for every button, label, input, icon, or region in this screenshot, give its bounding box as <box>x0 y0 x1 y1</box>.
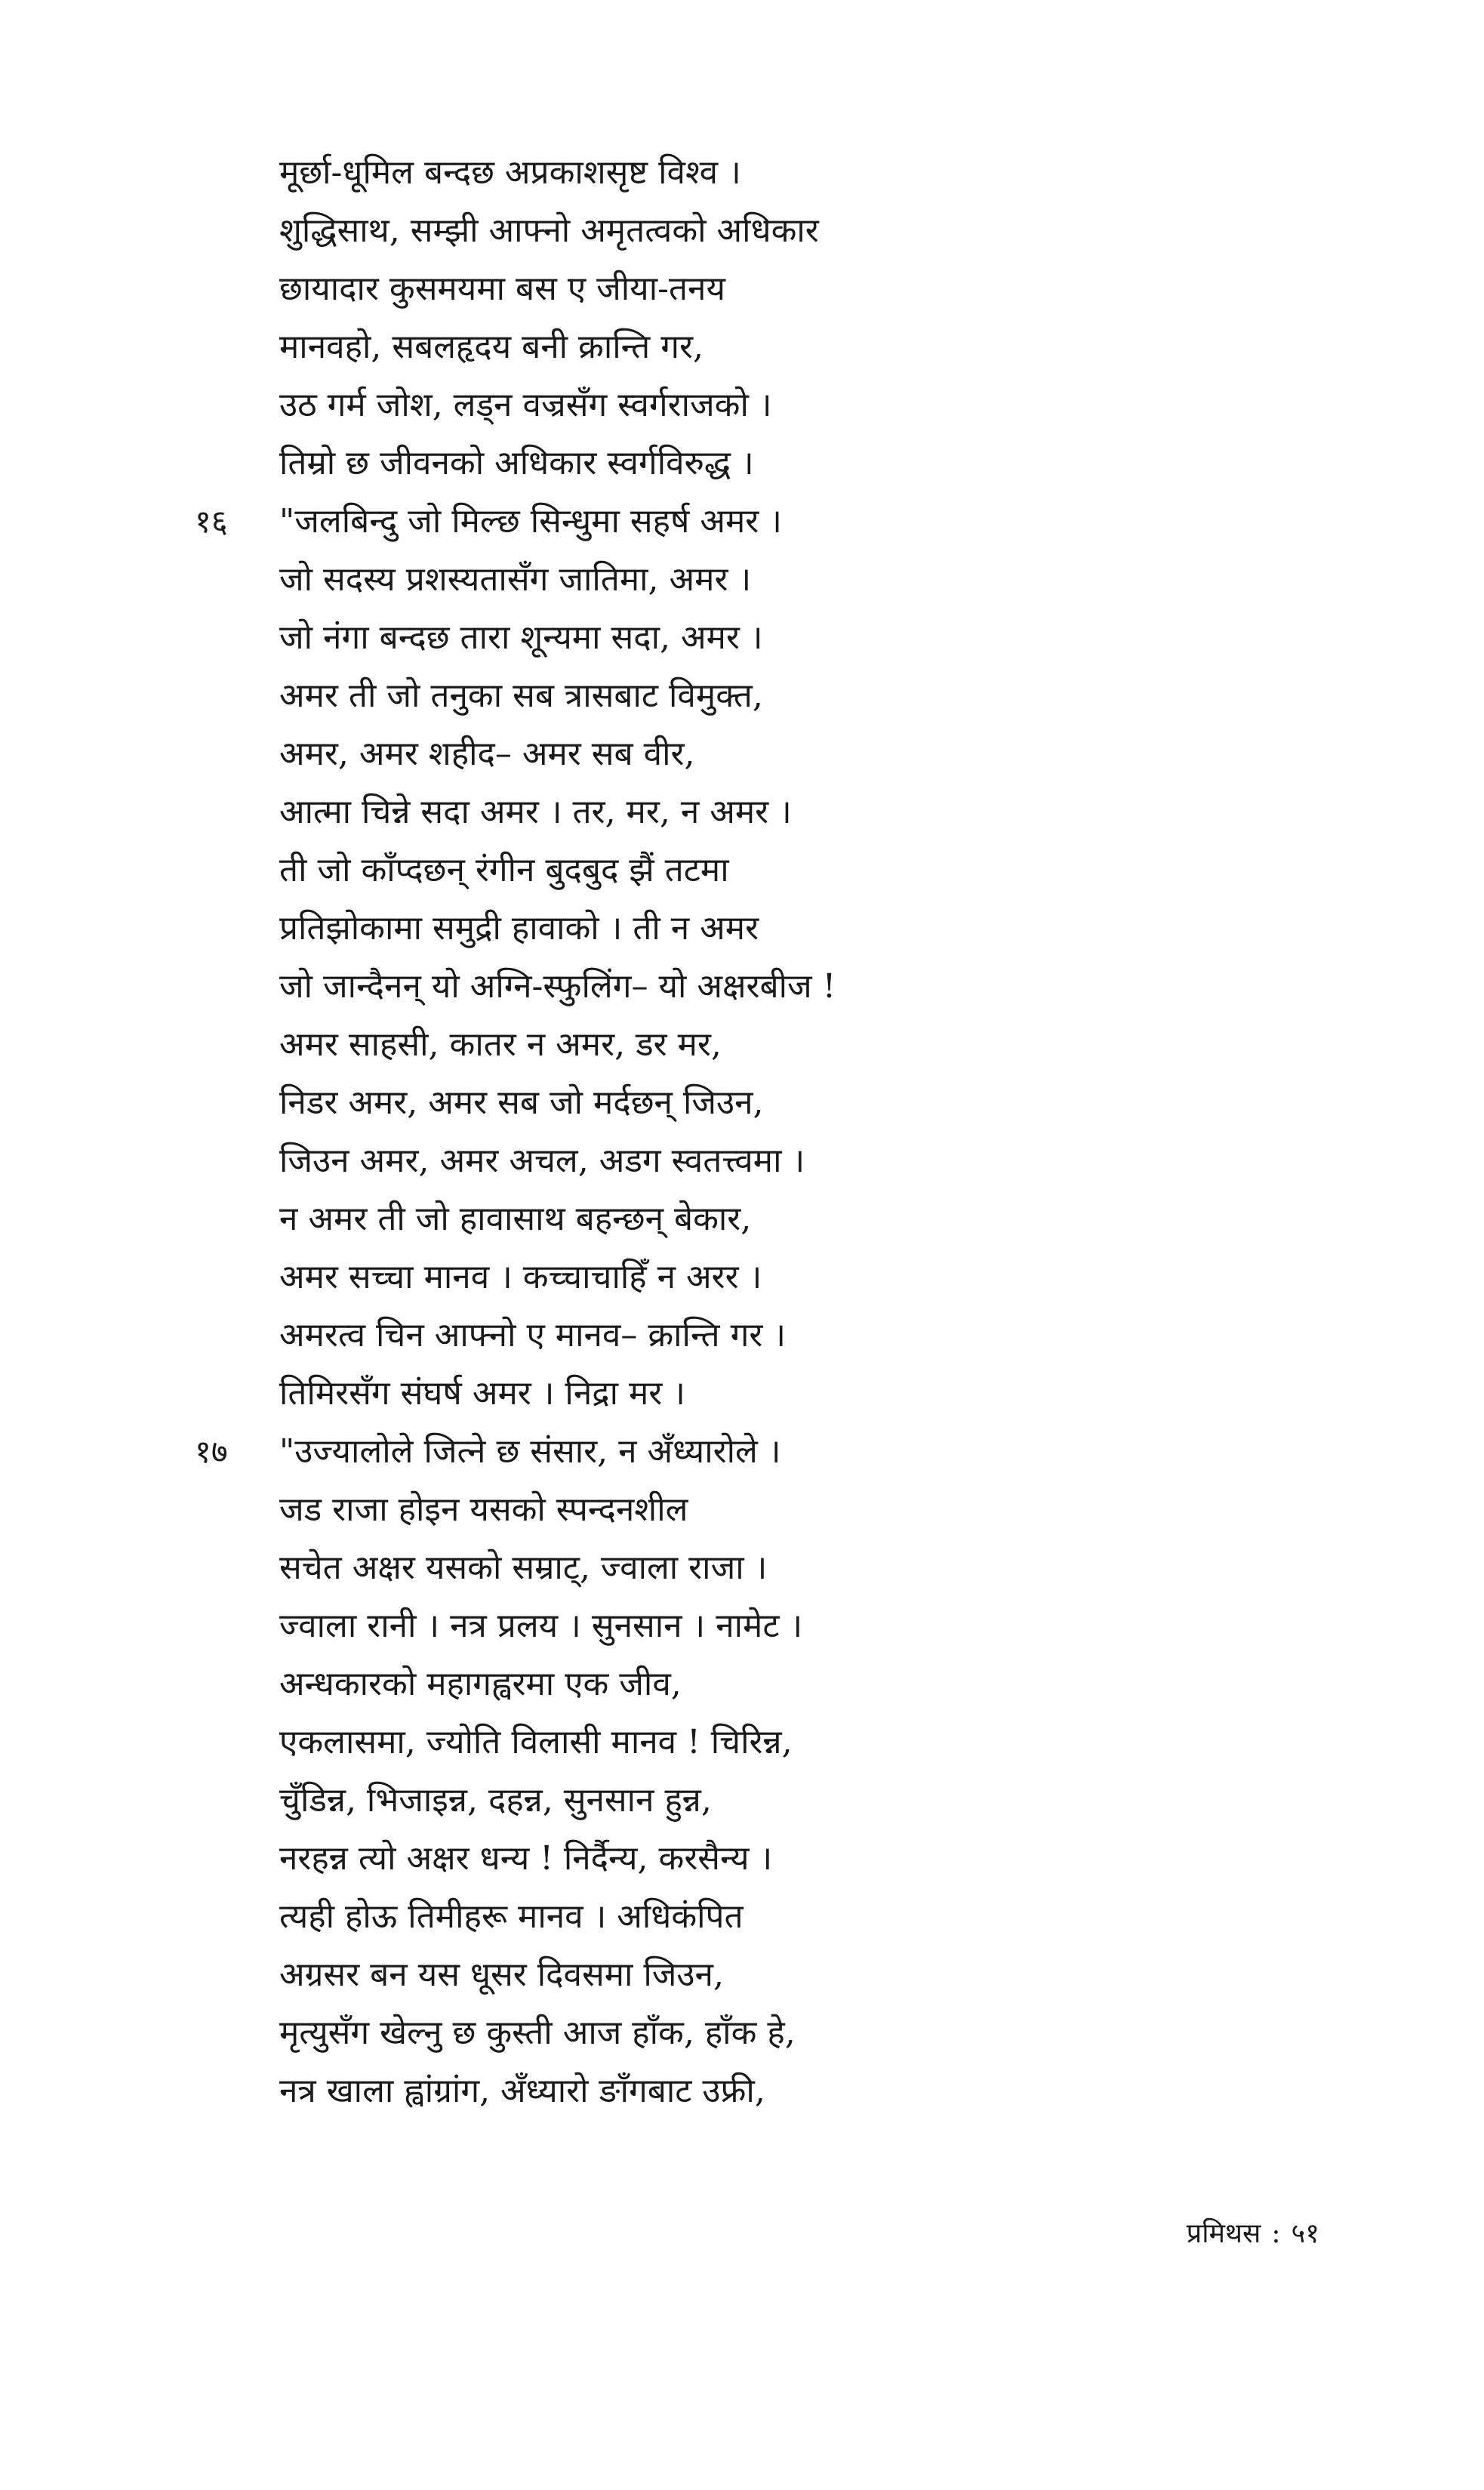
poem-line <box>0 202 1484 260</box>
poem-line <box>0 260 1484 318</box>
poem-line <box>0 1829 1484 1888</box>
poem-line-text: ज्वाला रानी । नत्र प्रलय । सुनसान । नामेट । <box>279 1607 803 1645</box>
poem-line-text: तिम्रो छ जीवनको अधिकार स्वर्गविरुद्ध । <box>279 444 754 482</box>
poem-line <box>0 1132 1484 1190</box>
poem-line <box>0 2004 1484 2062</box>
poem-line <box>0 1364 1484 1422</box>
poem-line <box>0 1306 1484 1364</box>
poem-line <box>0 899 1484 957</box>
poem-line <box>0 1888 1484 1946</box>
page-number: ५१ <box>1291 2218 1319 2249</box>
poem-line-text: जो सदस्य प्रशस्यतासँग जातिमा, अमर । <box>279 560 752 599</box>
poem-line-text: मूर्छा-धूमिल बन्दछ अप्रकाशसृष्ट विश्व । <box>279 153 741 192</box>
poem-line-text: अग्रसर बन यस धूसर दिवसमा जिउन, <box>279 1955 724 1994</box>
poem-line <box>0 434 1484 492</box>
poem-line-text: निडर अमर, अमर सब जो मर्दछन् जिउन, <box>279 1083 764 1122</box>
poem-line-text: प्रतिझोकामा समुद्री हावाको । ती न अमर <box>279 909 759 948</box>
poem-line-text: सचेत अक्षर यसको सम्राट्, ज्वाला राजा । <box>279 1549 768 1587</box>
poem-line-text: नरहन्न त्यो अक्षर धन्य ! निर्दैन्य, करसैन्य । <box>279 1839 773 1878</box>
poem-line-text: अमर ती जो तनुका सब त्रासबाट विमुक्त, <box>279 676 763 715</box>
poem-line-text: जो नंगा बन्दछ तारा शून्यमा सदा, अमर । <box>279 618 763 657</box>
poem-line <box>0 841 1484 899</box>
poem-line-text: छायादार कुसमयमा बस ए जीया-तनय <box>279 270 725 308</box>
poem-line-text: जड राजा होइन यसको स्पन्दनशील <box>279 1490 688 1529</box>
poem-line <box>0 1074 1484 1132</box>
poem-line <box>0 1422 1484 1481</box>
poem-line <box>0 2062 1484 2120</box>
poem-line-text: शुद्धिसाथ, सम्झी आफ्नो अमृतत्वको अधिकार <box>279 211 819 250</box>
poem-line-text: जिउन अमर, अमर अचल, अडग स्वतत्त्वमा । <box>279 1142 805 1180</box>
poem-line <box>0 783 1484 841</box>
poem-line-text: जो जान्दैनन् यो अग्नि-स्फुलिंग– यो अक्षरबीज ! <box>279 967 836 1006</box>
poem-line <box>0 609 1484 667</box>
poem-line-text: अमर, अमर शहीद– अमर सब वीर, <box>279 735 695 773</box>
poem-line <box>0 1946 1484 2004</box>
poem-line <box>0 1015 1484 1074</box>
poem-line <box>0 1481 1484 1539</box>
poem-line <box>0 143 1484 202</box>
poem-line <box>0 957 1484 1015</box>
poem-line-text: चुँडिन्न, भिजाइन्न, दहन्न, सुनसान हुन्न, <box>279 1781 712 1820</box>
poem-line <box>0 1713 1484 1771</box>
poem-body <box>0 143 1484 2120</box>
poem-line-text: अन्धकारको महागह्वरमा एक जीव, <box>279 1665 682 1703</box>
poem-line-text: अमर सच्चा मानव । कच्चाचाहिँ न अरर । <box>279 1258 762 1296</box>
poem-line-text: नत्र खाला ह्वांग्रांग, अँध्यारो ङाँगबाट उफ्री, <box>279 2072 765 2110</box>
poem-line-text: आत्मा चिन्ने सदा अमर । तर, मर, न अमर । <box>279 793 792 831</box>
poem-line <box>0 1771 1484 1829</box>
footer-separator: : <box>1271 2218 1281 2249</box>
poem-line <box>0 667 1484 725</box>
poem-line-text: उठ गर्म जोश, लड्न वज्रसँग स्वर्गराजको । <box>279 386 772 424</box>
poem-line <box>0 1248 1484 1306</box>
stanza-number: १७ <box>195 1433 228 1470</box>
poem-line <box>0 1597 1484 1655</box>
poem-line <box>0 1655 1484 1713</box>
poem-line <box>0 376 1484 434</box>
poem-line-text: त्यही होऊ तिमीहरू मानव । अधिकंपित <box>279 1897 744 1936</box>
poem-line-text: ती जो काँप्दछन् रंगीन बुदबुद झैं तटमा <box>279 851 729 889</box>
poem-line-text: न अमर ती जो हावासाथ बहन्छन् बेकार, <box>279 1200 752 1238</box>
poem-line <box>0 725 1484 783</box>
poem-line-text: एकलासमा, ज्योति विलासी मानव ! चिरिन्न, <box>279 1723 793 1761</box>
poem-line-text: अमरत्व चिन आफ्नो ए मानव– क्रान्ति गर । <box>279 1316 787 1354</box>
poem-line-text: मृत्युसँग खेल्नु छ कुस्ती आज हाँक, हाँक हे, <box>279 2014 796 2052</box>
poem-line-text: "उज्यालोले जित्ने छ संसार, न अँध्यारोले । <box>279 1432 781 1471</box>
poem-line-text: "जलबिन्दु जो मिल्छ सिन्धुमा सहर्ष अमर । <box>279 502 782 541</box>
poem-line <box>0 1539 1484 1597</box>
poem-line <box>0 492 1484 550</box>
poem-line <box>0 318 1484 376</box>
poem-line-text: अमर साहसी, कातर न अमर, डर मर, <box>279 1025 722 1064</box>
stanza-number: १६ <box>195 503 228 540</box>
poem-line-text: तिमिरसँग संघर्ष अमर । निद्रा मर । <box>279 1374 685 1413</box>
poem-line <box>0 550 1484 609</box>
poem-line-text: मानवहो, सबलहृदय बनी क्रान्ति गर, <box>279 328 704 366</box>
running-title: प्रमिथस <box>1186 2218 1261 2249</box>
page-footer <box>1187 2214 1319 2251</box>
poem-line <box>0 1190 1484 1248</box>
